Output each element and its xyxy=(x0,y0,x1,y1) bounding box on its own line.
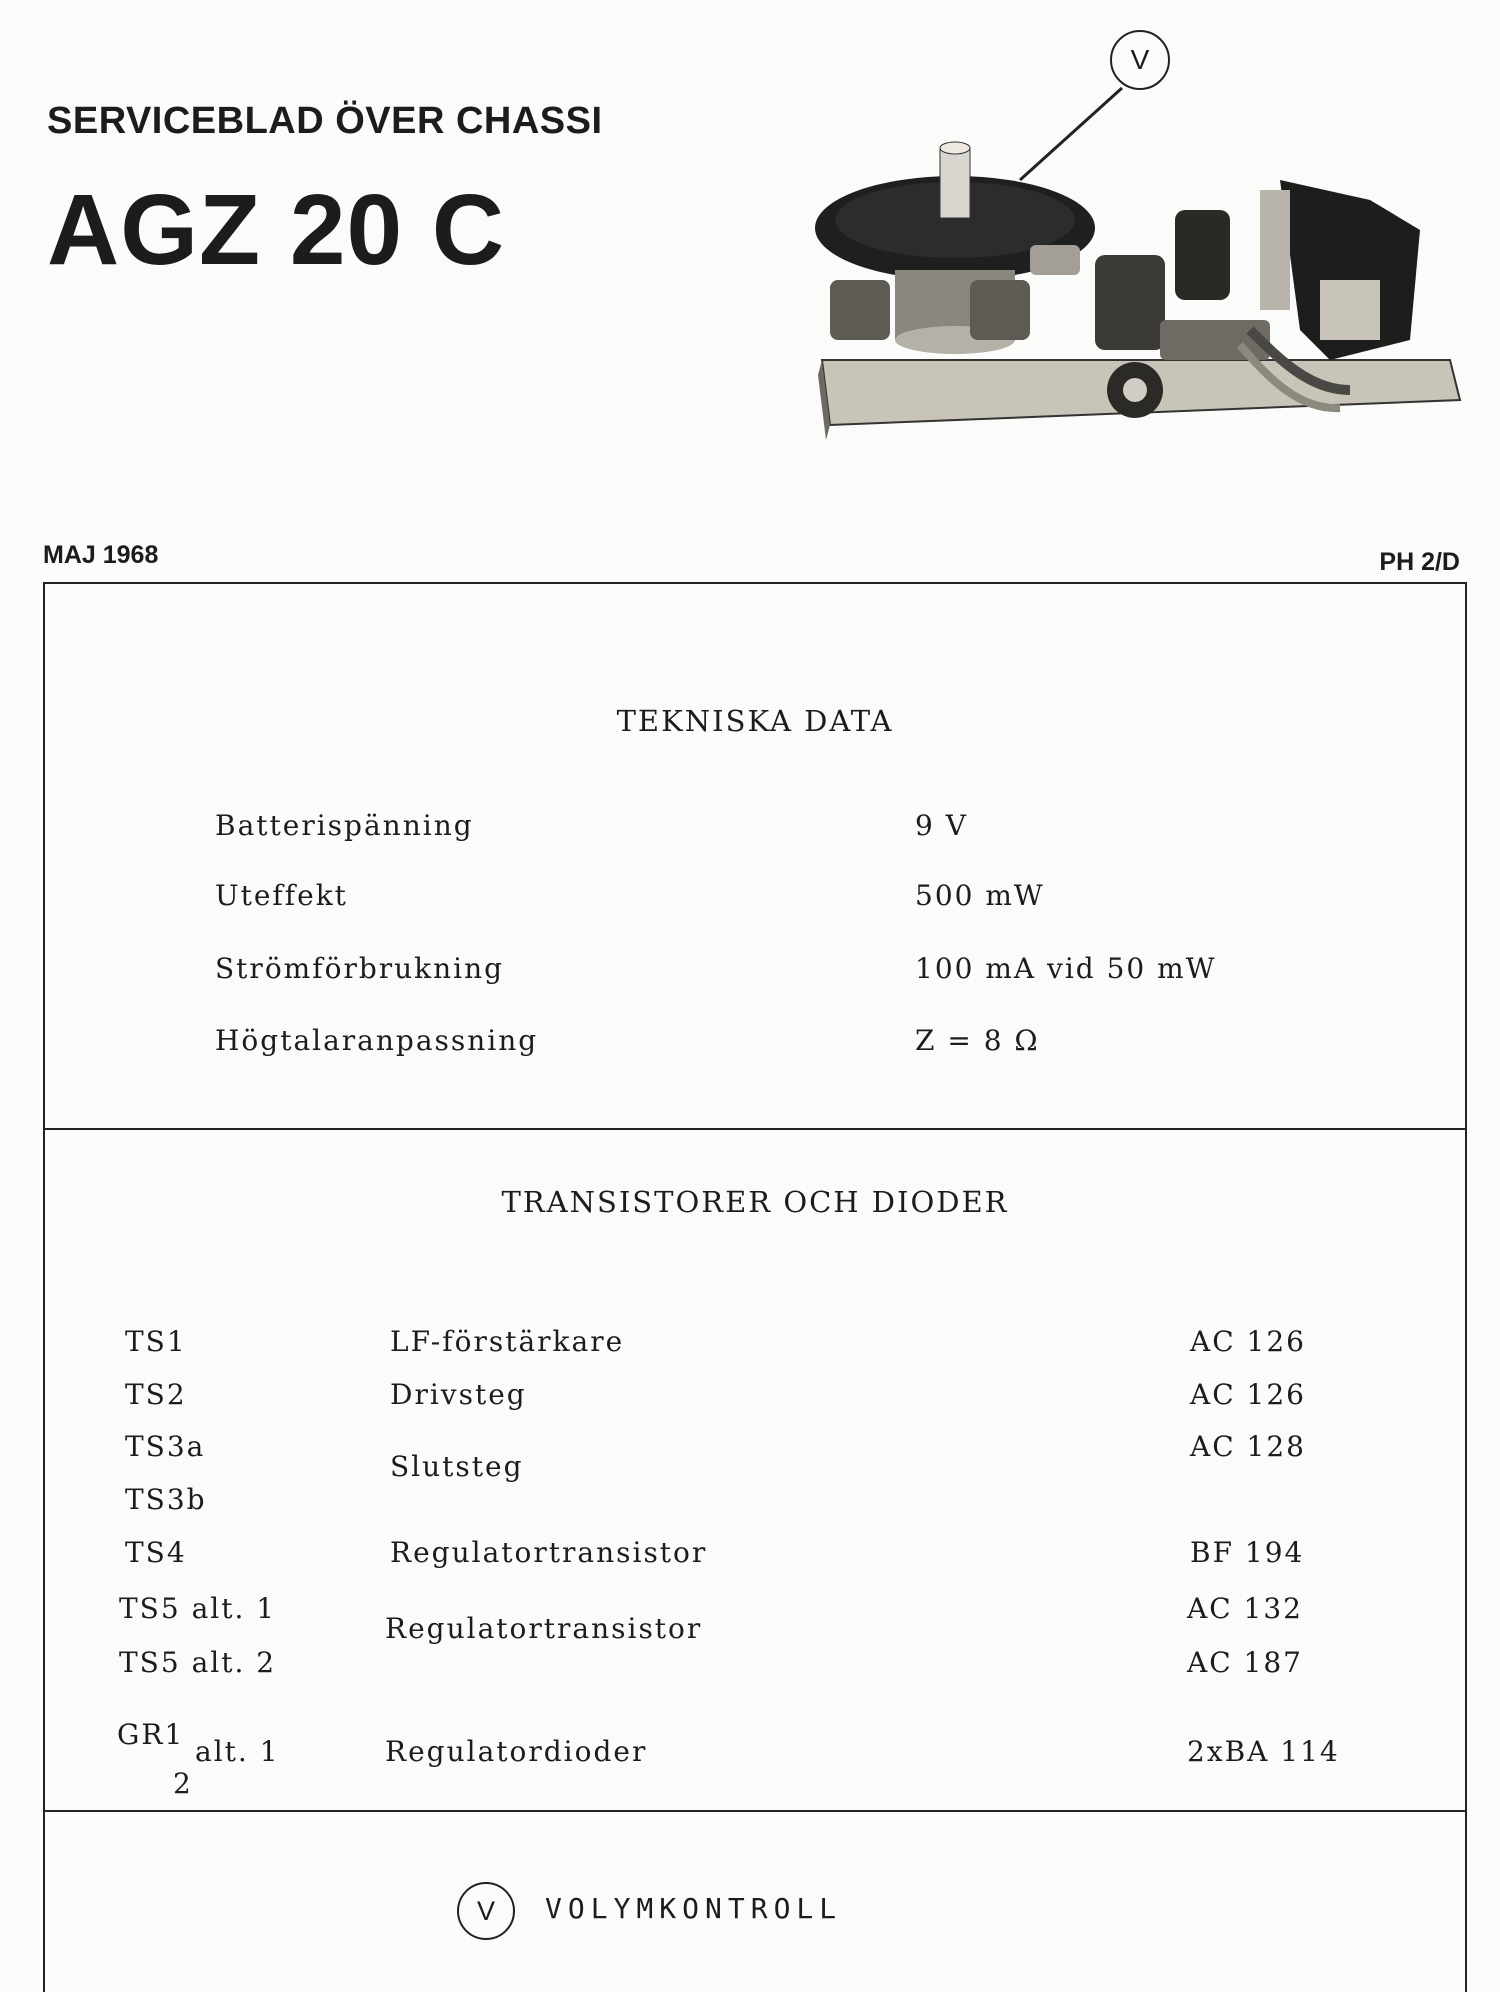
component-type: AC 187 xyxy=(1187,1646,1303,1679)
component-function: Slutsteg xyxy=(390,1450,524,1483)
volume-control-section xyxy=(43,1810,1467,1992)
component-ref-alt: alt. 1 xyxy=(195,1735,280,1768)
component-type: AC 126 xyxy=(1190,1325,1306,1358)
component-ref: TS3b xyxy=(125,1483,207,1516)
transistors-heading: TRANSISTORER OCH DIODER xyxy=(501,1185,1009,1219)
component-function: Regulatordioder xyxy=(385,1735,648,1768)
component-type: BF 194 xyxy=(1190,1536,1305,1569)
transistors-section xyxy=(43,1128,1467,1812)
component-ref: TS2 xyxy=(125,1378,187,1411)
volume-marker xyxy=(457,1882,515,1940)
component-ref: TS3a xyxy=(125,1430,206,1463)
tech-value: Z = 8 Ω xyxy=(915,1024,1040,1057)
tech-value: 100 mA vid 50 mW xyxy=(915,952,1217,985)
component-ref: TS5 alt. 2 xyxy=(119,1646,277,1679)
volume-control-label: VOLYMKONTROLL xyxy=(545,1892,843,1925)
document-code: PH 2/D xyxy=(1379,548,1460,576)
technical-data-heading: TEKNISKA DATA xyxy=(616,704,894,738)
volume-marker-label: V xyxy=(476,1896,495,1926)
component-type: 2xBA 114 xyxy=(1187,1735,1340,1768)
tech-value: 9 V xyxy=(915,809,968,842)
tech-label: Uteffekt xyxy=(215,879,348,912)
component-function: Regulatortransistor xyxy=(385,1612,703,1645)
component-function: Drivsteg xyxy=(390,1378,527,1411)
component-ref: TS4 xyxy=(125,1536,187,1569)
model-title: AGZ 20 C xyxy=(47,174,506,286)
component-ref: TS5 alt. 1 xyxy=(119,1592,277,1625)
tech-label: Högtalaranpassning xyxy=(215,1024,539,1057)
tech-label: Batterispänning xyxy=(215,809,474,842)
document-date: MAJ 1968 xyxy=(43,541,159,569)
component-type: AC 128 xyxy=(1190,1430,1306,1463)
component-ref: GR1 xyxy=(117,1718,185,1751)
tech-label: Strömförbrukning xyxy=(215,952,505,985)
component-function: LF-förstärkare xyxy=(390,1325,625,1358)
tech-value: 500 mW xyxy=(915,879,1045,912)
component-type: AC 132 xyxy=(1187,1592,1303,1625)
component-type: AC 126 xyxy=(1190,1378,1306,1411)
component-ref: TS1 xyxy=(125,1325,187,1358)
callout-marker-label: V xyxy=(1130,44,1150,75)
document-subtitle: SERVICEBLAD ÖVER CHASSI xyxy=(47,100,603,142)
component-ref-sub: 2 xyxy=(173,1767,193,1800)
chassis-photo xyxy=(810,30,1470,450)
component-function: Regulatortransistor xyxy=(390,1536,708,1569)
technical-data-section xyxy=(43,582,1467,1130)
